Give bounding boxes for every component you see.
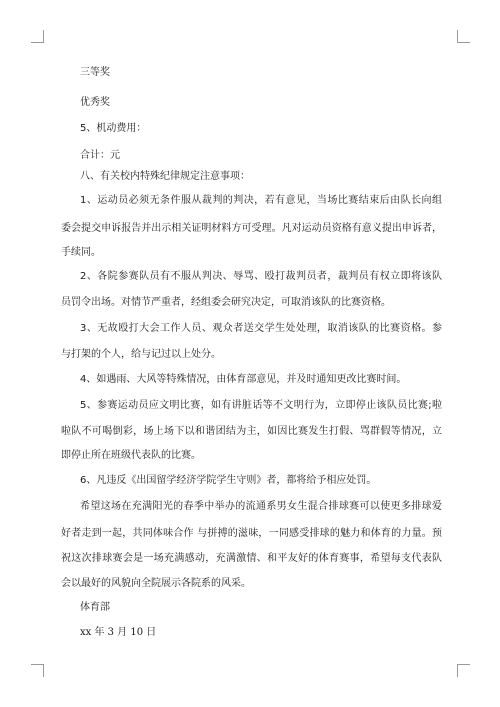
text-line: 好者走到一起，共同体味合作 与拼搏的滋味，一同感受排球的魅力和体育的力量。预 <box>61 528 442 539</box>
text-line: 三等奖 <box>80 67 110 78</box>
text-line: 5、机动费用： <box>80 123 147 134</box>
crop-mark-top-left <box>31 30 44 43</box>
text-line: 4、如遇雨、大风等特殊情况，由体育部意见，并及时通知更改比赛时间。 <box>80 374 407 385</box>
text-line: 员罚令出场。对情节严重者，经组委会研究决定，可取消该队的比赛资格。 <box>61 297 391 308</box>
text-line: 啦队不可喝倒彩，场上场下以和谐团结为主，如因比赛发生打假、骂群假等情况，立 <box>61 426 442 437</box>
text-line: 2、各院参赛队员有不服从判决、辱骂、殴打裁判员者，裁判员有权立即将该队 <box>80 271 442 282</box>
text-line: 6、凡违反《出国留学经济学院学生守则》者，都将给予相应处罚。 <box>80 475 377 486</box>
text-line: 5、参赛运动员应文明比赛，如有讲脏话等不文明行为，立即停止该队员比赛;啦 <box>80 400 442 411</box>
text-line: 希望这场在充满阳光的春季中举办的流通系男女生混合排球赛可以使更多排球爱 <box>80 501 442 512</box>
text-line: 会以最好的风貌向全院展示各院系的风采。 <box>61 578 251 589</box>
text-line: 祝这次排球赛会是一场充满感动，充满激情、和平友好的体育赛事，希望每支代表队 <box>61 553 442 564</box>
text-line: 委会提交申诉报告并出示相关证明材料方可受理。凡对运动员资格有意义提出申诉者， <box>61 223 442 234</box>
crop-mark-bottom-right <box>457 664 470 677</box>
text-line: 3、无故殴打大会工作人员、观众者送交学生处处理，取消该队的比赛资格。参 <box>80 323 442 334</box>
text-line: 即停止所在班级代表队的比赛。 <box>61 450 201 461</box>
text-line: 合计：元 <box>80 150 120 161</box>
signature-department: 体育部 <box>80 602 110 613</box>
crop-mark-bottom-left <box>31 664 44 677</box>
text-line: 与打架的个人，给与记过以上处分。 <box>61 349 221 360</box>
section-heading: 八、有关校内特殊纪律规定注意事项： <box>80 171 250 182</box>
text-line: 手续同。 <box>61 247 101 258</box>
text-line: 1、运动员必须无条件服从裁判的判决，若有意见，当场比赛结束后由队长向组 <box>80 195 442 206</box>
signature-date: xx 年 3 月 10 日 <box>80 627 157 638</box>
crop-mark-top-right <box>457 30 470 43</box>
text-line: 优秀奖 <box>80 97 110 108</box>
